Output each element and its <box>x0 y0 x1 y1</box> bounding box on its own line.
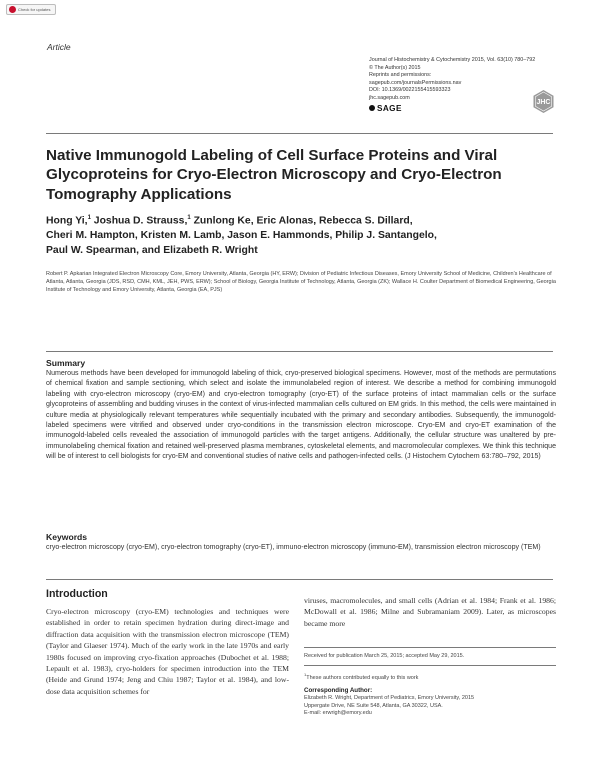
publisher-logo <box>369 105 554 113</box>
jhc-logo-icon <box>531 89 556 114</box>
equal-contribution-mark: 1 <box>87 215 91 221</box>
introduction-left-column: Cryo-electron microscopy (cryo-EM) technologies and techniques were established in order to retain specimen hydration during direct-image and diffraction data acquisition with the transmission electron microscope (TEM) (Taylor and Glaeser 1974). Much of the early work in the late 1970s and early 1980s focused on improving cryo-fixation approaches (Dubochet et al. 1988; Lepault et al. 1983), cryo-holders for specimen introduction into the TEM (Heide and Grund 1974; Jeng and Chiu 1987; Taylor et al. 1984), and low-dose data acquisition schemes for <box>46 607 289 696</box>
author-affiliations: Robert P. Apkarian Integrated Electron Microscopy Core, Emory University, Atlanta, Georgia (HY, ERW); Division of Pediatric Infectious Diseases, Emory University School of Medicine, Children's Healthcare of Atlanta, Atlanta, Georgia (JDS, RSD, CMH, KML, JEH, PWS, ERW); School of Biology, Georgia Institute of Technology, Atlanta, Georgia (ZK); Wallace H. Coulter Department of Biomedical Engineering, Georgia Institute of Technology and Emory University, Atlanta, Georgia (EA, PJS) <box>46 271 556 294</box>
introduction-right-column: viruses, macromolecules, and small cells (Adrian et al. 1984; Frank et al. 1986; McDowall et al. 1986; Milne and Subramaniam 2009). Later, as microscopes became more <box>304 596 556 628</box>
author-names: Zunlong Ke, Eric Alonas, Rebecca S. Dillard, <box>190 215 413 227</box>
article-type-label: Article <box>47 42 71 52</box>
corresponding-author-address-2: Uppergate Drive, NE Suite 548, Atlanta, GA 30322, USA. <box>304 702 443 709</box>
corresponding-author-address-1: Elizabeth R. Wright, Department of Pediatrics, Emory University, 2015 <box>304 695 475 701</box>
update-mark-icon <box>9 6 16 13</box>
author-joshua-strauss: Joshua D. Strauss, <box>90 215 188 227</box>
summary-text: Numerous methods have been developed for immunogold labeling of thick, cryo-preserved biological specimens. However, most of the methods are permutations of chemical fixation and sample sectioning, which select and isolate the immunolabeled region of interest. We describe a method for combining immunogold labeling with cryo-electron microscopy (cryo-EM) and cryo-electron tomography (cryo-ET) of the surface proteins of intact mammalian cells or the surface glycoproteins of assembling and budding viruses in the context of virus-infected mammalian cells cultured on EM grids. In this method, the cells were maintained in culture media at physiologically relevant temperatures while sequentially incubated with the primary and secondary antibodies. Subsequently, the immunogold-labeled specimens were vitrified and observed under cryo-conditions in the transmission electron microscope. Cryo-EM and cryo-ET examination of the immunogold-labeled cells revealed the association of immunogold particles with the target antigens. Additionally, the cellular structure was unaltered by pre-immunolabeling chemical fixation and retained well-preserved plasma membranes, cytoskeletal elements, and macromolecular complexes. We think this technique will be of interest to cell biologists for cryo-EM and conventional studies of native cells and pathogen-infected cells. (J Histochem Cytochem 63:780–792, 2015) <box>46 370 556 461</box>
body-divider <box>46 579 553 580</box>
permissions-link[interactable]: sagepub.com/journalsPermissions.nav <box>369 79 462 86</box>
keywords-heading: Keywords <box>46 532 88 542</box>
summary-divider <box>46 351 553 352</box>
equal-contribution-text: These authors contributed equally to this work <box>306 674 419 681</box>
corresponding-author-details <box>304 695 556 718</box>
author-line-1 <box>46 211 556 228</box>
author-line-2: Cheri M. Hampton, Kristen M. Lamb, Jason E. Hammonds, Philip J. Santangelo, <box>46 230 437 242</box>
sage-mark-icon <box>369 105 375 111</box>
introduction-heading: Introduction <box>46 588 108 600</box>
summary-heading: Summary <box>46 358 86 368</box>
author-hong-yi: Hong Yi, <box>46 215 88 227</box>
author-line-3: Paul W. Spearman, and Elizabeth R. Wright <box>46 245 258 257</box>
equal-contribution-mark: 1 <box>187 215 191 221</box>
check-updates-text: Check for updates <box>18 7 51 12</box>
corresponding-author-heading: Corresponding Author: <box>304 687 373 694</box>
journal-url[interactable]: jhc.sagepub.com <box>369 94 410 101</box>
keywords-text: cryo-electron microscopy (cryo-EM), cryo-electron tomography (cryo-ET), immuno-electron microscopy (immuno-EM), transmission electron microscopy (TEM) <box>46 544 541 551</box>
copyright-line: © The Author(s) 2015 <box>369 64 421 71</box>
article-title: Native Immunogold Labeling of Cell Surface Proteins and Viral Glycoproteins for Cryo-Electron Microscopy and Cryo-Electron Tomography Applications <box>46 147 502 203</box>
received-date: Received for publication March 25, 2015; accepted May 29, 2015. <box>304 653 465 659</box>
check-for-updates-badge[interactable] <box>6 4 56 15</box>
author-list <box>46 211 556 258</box>
corresponding-author-email[interactable]: E-mail: erwrigh@emory.edu <box>304 710 372 717</box>
footnote-mark: 1 <box>304 672 307 677</box>
journal-citation: Journal of Histochemistry & Cytochemistry 2015, Vol. 63(10) 780–792 <box>369 57 536 63</box>
footnote-divider-2 <box>304 665 556 666</box>
reprints-line: Reprints and permissions: <box>369 72 432 79</box>
equal-contribution-note <box>304 672 556 681</box>
footnote-divider <box>304 647 556 648</box>
jhc-logo-text: JHC <box>536 99 551 107</box>
doi-line[interactable]: DOI: 10.1369/0022155415593323 <box>369 87 451 94</box>
header-divider <box>46 133 553 134</box>
journal-info-block <box>369 57 554 112</box>
publisher-name: SAGE <box>377 103 402 113</box>
